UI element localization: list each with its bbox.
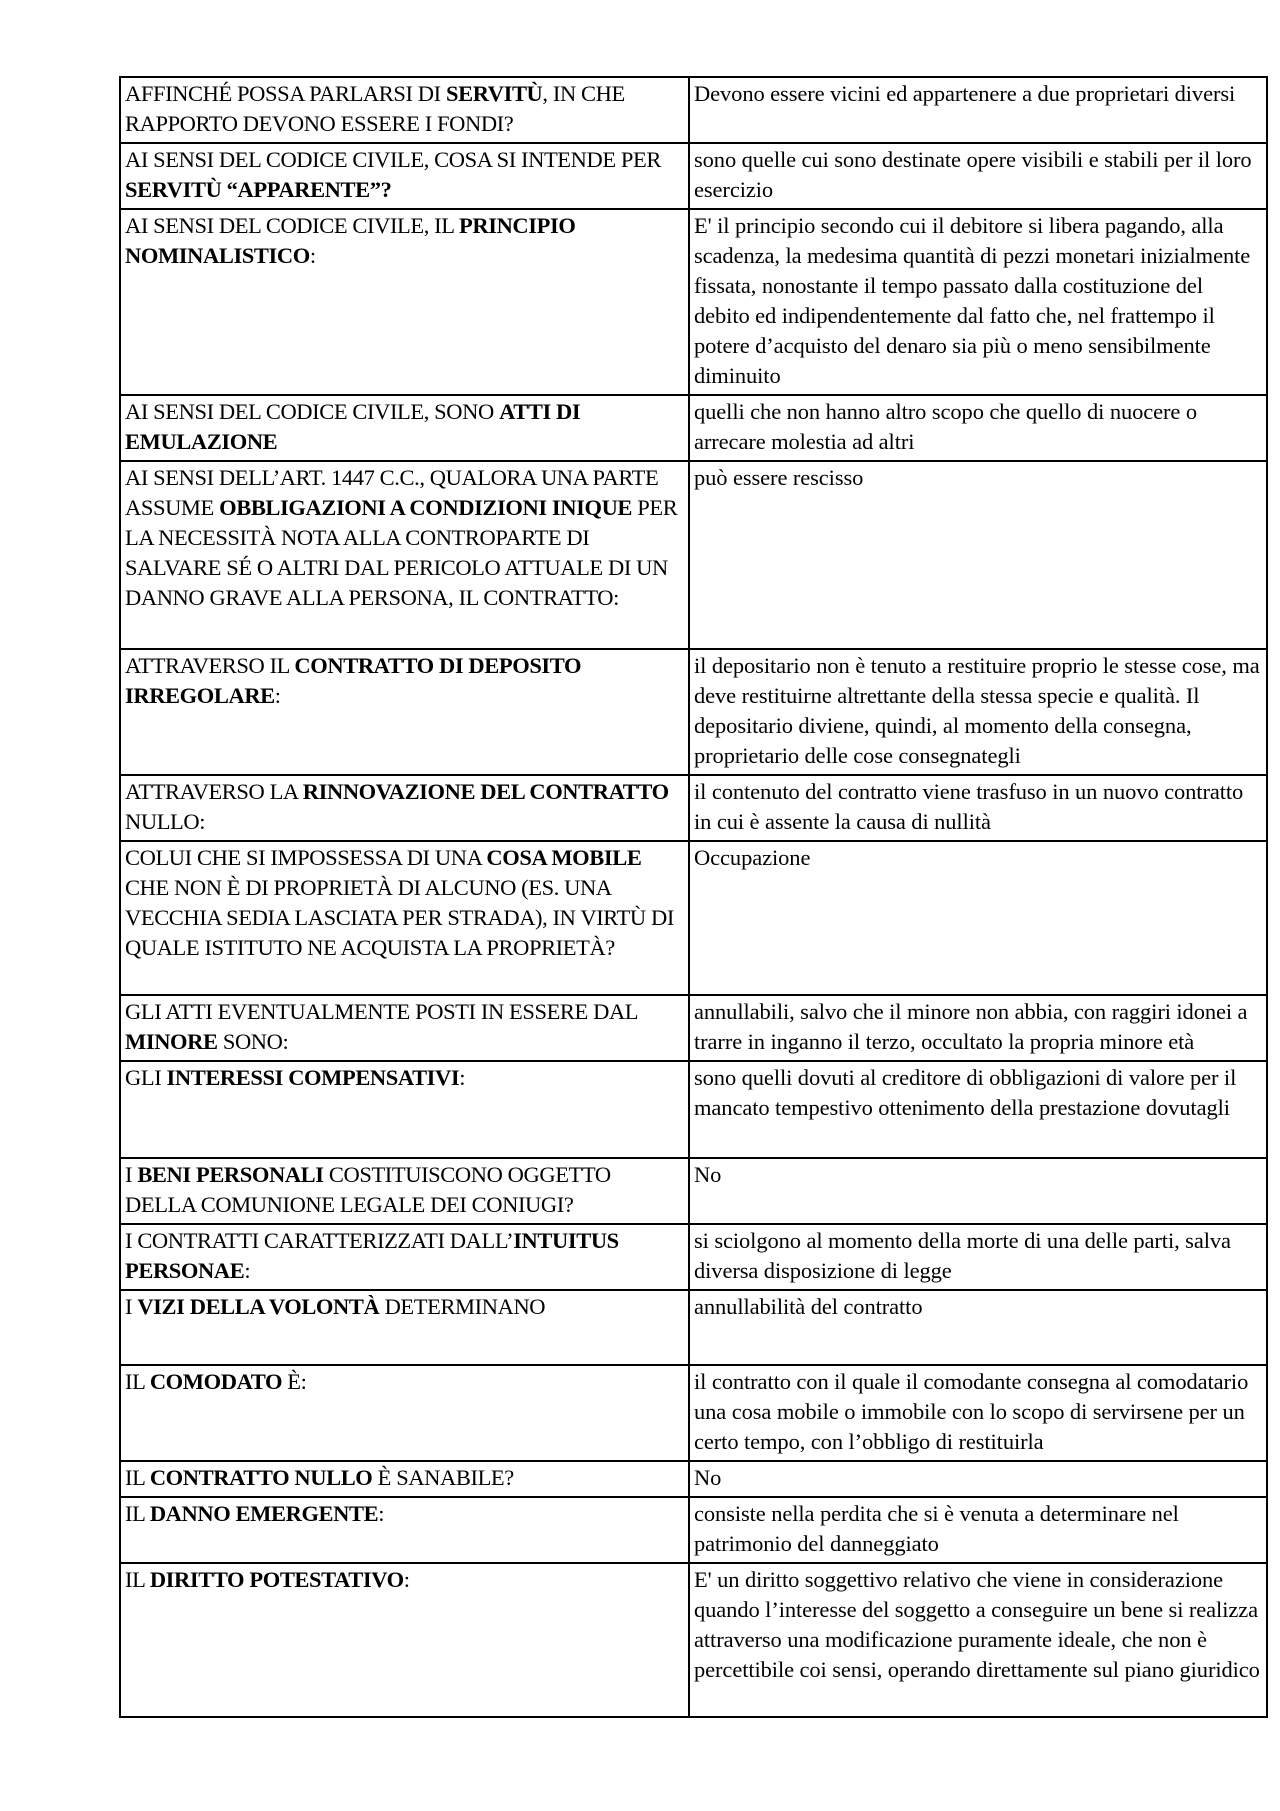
table-row: [120, 209, 1267, 395]
question-text: GLI: [125, 1065, 167, 1090]
question-cell: [120, 461, 689, 649]
answer-cell: sono quelli dovuti al creditore di obbligazioni di valore per il mancato tempestivo ottenimento della prestazione dovutagli: [689, 1061, 1267, 1158]
answer-cell: Occupazione: [689, 841, 1267, 995]
answer-cell: E' un diritto soggettivo relativo che viene in considerazione quando l’interesse del soggetto a conseguire un bene si realizza attraverso una modificazione puramente ideale, che non è percettibile coi sensi, operando direttamente sul piano giuridico: [689, 1563, 1267, 1717]
question-cell: [120, 1563, 689, 1717]
question-text: DETERMINANO: [379, 1294, 546, 1319]
question-keyword: ATTI DI EMULAZIONE: [125, 399, 581, 454]
question-cell: [120, 1461, 689, 1497]
table-row: [120, 395, 1267, 461]
question-cell: [120, 775, 689, 841]
question-text: I CONTRATTI CARATTERIZZATI DALL’: [125, 1228, 514, 1253]
question-cell: [120, 1061, 689, 1158]
answer-cell: Devono essere vicini ed appartenere a due proprietari diversi: [689, 77, 1267, 143]
question-keyword: SERVITÙ “APPARENTE”?: [125, 177, 392, 202]
question-cell: [120, 649, 689, 775]
question-text: AFFINCHÉ POSSA PARLARSI DI: [125, 81, 446, 106]
table-row: [120, 1224, 1267, 1290]
question-text: NULLO:: [125, 809, 206, 834]
question-text: :: [459, 1065, 466, 1090]
question-text: :: [403, 1567, 410, 1592]
table-row: [120, 1365, 1267, 1461]
question-text: CHE NON È DI PROPRIETÀ DI ALCUNO (ES. UNA VECCHIA SEDIA LASCIATA PER STRADA), IN VIRTÙ DI QUALE ISTITUTO NE ACQUISTA LA PROPRIETÀ?: [125, 875, 674, 960]
qa-table: [119, 76, 1268, 1718]
table-row: [120, 1061, 1267, 1158]
question-text: GLI ATTI EVENTUALMENTE POSTI IN ESSERE DAL: [125, 999, 638, 1024]
question-text: È SANABILE?: [372, 1465, 514, 1490]
question-keyword: DANNO EMERGENTE: [149, 1501, 379, 1526]
table-row: [120, 649, 1267, 775]
question-text: COSTITUISCONO OGGETTO DELLA COMUNIONE LEGALE DEI CONIUGI?: [125, 1162, 611, 1217]
question-cell: [120, 143, 689, 209]
question-keyword: BENI PERSONALI: [137, 1162, 324, 1187]
answer-cell: annullabili, salvo che il minore non abbia, con raggiri idonei a trarre in inganno il terzo, occultato la propria minore età: [689, 995, 1267, 1061]
question-keyword: VIZI DELLA VOLONTÀ: [137, 1294, 380, 1319]
question-text: AI SENSI DEL CODICE CIVILE, COSA SI INTENDE PER: [125, 147, 661, 172]
answer-cell: il contenuto del contratto viene trasfuso in un nuovo contratto in cui è assente la causa di nullità: [689, 775, 1267, 841]
table-row: [120, 1461, 1267, 1497]
question-keyword: DIRITTO POTESTATIVO: [149, 1567, 404, 1592]
question-keyword: COMODATO: [149, 1369, 283, 1394]
question-cell: [120, 209, 689, 395]
answer-cell: sono quelle cui sono destinate opere visibili e stabili per il loro esercizio: [689, 143, 1267, 209]
question-text: :: [309, 243, 316, 268]
question-keyword: INTUITUS PERSONAE: [125, 1228, 619, 1283]
question-keyword: SERVITÙ: [445, 81, 543, 106]
question-cell: [120, 841, 689, 995]
question-text: IL: [125, 1465, 150, 1490]
answer-cell: No: [689, 1461, 1267, 1497]
table-row: [120, 77, 1267, 143]
table-row: [120, 841, 1267, 995]
question-text: I: [125, 1162, 138, 1187]
question-cell: [120, 1158, 689, 1224]
answer-cell: quelli che non hanno altro scopo che quello di nuocere o arrecare molestia ad altri: [689, 395, 1267, 461]
answer-cell: può essere rescisso: [689, 461, 1267, 649]
question-text: :: [378, 1501, 385, 1526]
table-row: [120, 1497, 1267, 1563]
question-text: AI SENSI DEL CODICE CIVILE, SONO: [125, 399, 500, 424]
answer-cell: E' il principio secondo cui il debitore si libera pagando, alla scadenza, la medesima quantità di pezzi monetari inizialmente fissata, nonostante il tempo passato dalla costituzione del debito ed indipendentemente dal fatto che, nel frattempo il potere d’acquisto del denaro sia più o meno sensibilmente diminuito: [689, 209, 1267, 395]
question-text: I: [125, 1294, 138, 1319]
table-row: [120, 143, 1267, 209]
table-row: [120, 1290, 1267, 1365]
table-row: [120, 461, 1267, 649]
question-text: ATTRAVERSO IL: [125, 653, 295, 678]
question-text: IL: [125, 1567, 150, 1592]
table-row: [120, 1563, 1267, 1717]
table-row: [120, 1158, 1267, 1224]
question-text: AI SENSI DEL CODICE CIVILE, IL: [125, 213, 460, 238]
question-keyword: CONTRATTO DI DEPOSITO IRREGOLARE: [125, 653, 582, 708]
question-text: PER LA NECESSITÀ NOTA ALLA CONTROPARTE DI SALVARE SÉ O ALTRI DAL PERICOLO ATTUALE DI UN DANNO GRAVE ALLA PERSONA, IL CONTRATTO:: [125, 495, 678, 610]
answer-cell: annullabilità del contratto: [689, 1290, 1267, 1365]
question-text: :: [274, 683, 281, 708]
question-text: :: [244, 1258, 251, 1283]
answer-cell: il depositario non è tenuto a restituire proprio le stesse cose, ma deve restituirne altrettante della stessa specie e qualità. Il depositario diviene, quindi, al momento della consegna, proprietario delle cose consegnategli: [689, 649, 1267, 775]
question-text: AI SENSI DELL’ART. 1447 C.C., QUALORA UNA PARTE ASSUME: [125, 465, 659, 520]
question-text: ATTRAVERSO LA: [125, 779, 303, 804]
question-text: , IN CHE RAPPORTO DEVONO ESSERE I FONDI?: [125, 81, 625, 136]
answer-cell: si sciolgono al momento della morte di una delle parti, salva diversa disposizione di legge: [689, 1224, 1267, 1290]
question-keyword: CONTRATTO NULLO: [149, 1465, 373, 1490]
question-cell: [120, 1290, 689, 1365]
question-keyword: INTERESSI COMPENSATIVI: [166, 1065, 460, 1090]
question-text: IL: [125, 1369, 150, 1394]
question-keyword: MINORE: [125, 1029, 218, 1054]
question-cell: [120, 1497, 689, 1563]
question-cell: [120, 995, 689, 1061]
question-cell: [120, 77, 689, 143]
question-keyword: PRINCIPIO NOMINALISTICO: [125, 213, 576, 268]
question-text: SONO:: [217, 1029, 289, 1054]
answer-cell: consiste nella perdita che si è venuta a determinare nel patrimonio del danneggiato: [689, 1497, 1267, 1563]
question-keyword: COSA MOBILE: [486, 845, 642, 870]
qa-table-body: [120, 77, 1267, 1717]
question-cell: [120, 395, 689, 461]
question-cell: [120, 1224, 689, 1290]
question-text: IL: [125, 1501, 150, 1526]
table-row: [120, 775, 1267, 841]
answer-cell: il contratto con il quale il comodante consegna al comodatario una cosa mobile o immobile con lo scopo di servirsene per un certo tempo, con l’obbligo di restituirla: [689, 1365, 1267, 1461]
question-cell: [120, 1365, 689, 1461]
question-text: COLUI CHE SI IMPOSSESSA DI UNA: [125, 845, 487, 870]
question-text: È:: [282, 1369, 307, 1394]
answer-cell: No: [689, 1158, 1267, 1224]
question-keyword: RINNOVAZIONE DEL CONTRATTO: [302, 779, 669, 804]
table-row: [120, 995, 1267, 1061]
question-keyword: OBBLIGAZIONI A CONDIZIONI INIQUE: [219, 495, 633, 520]
